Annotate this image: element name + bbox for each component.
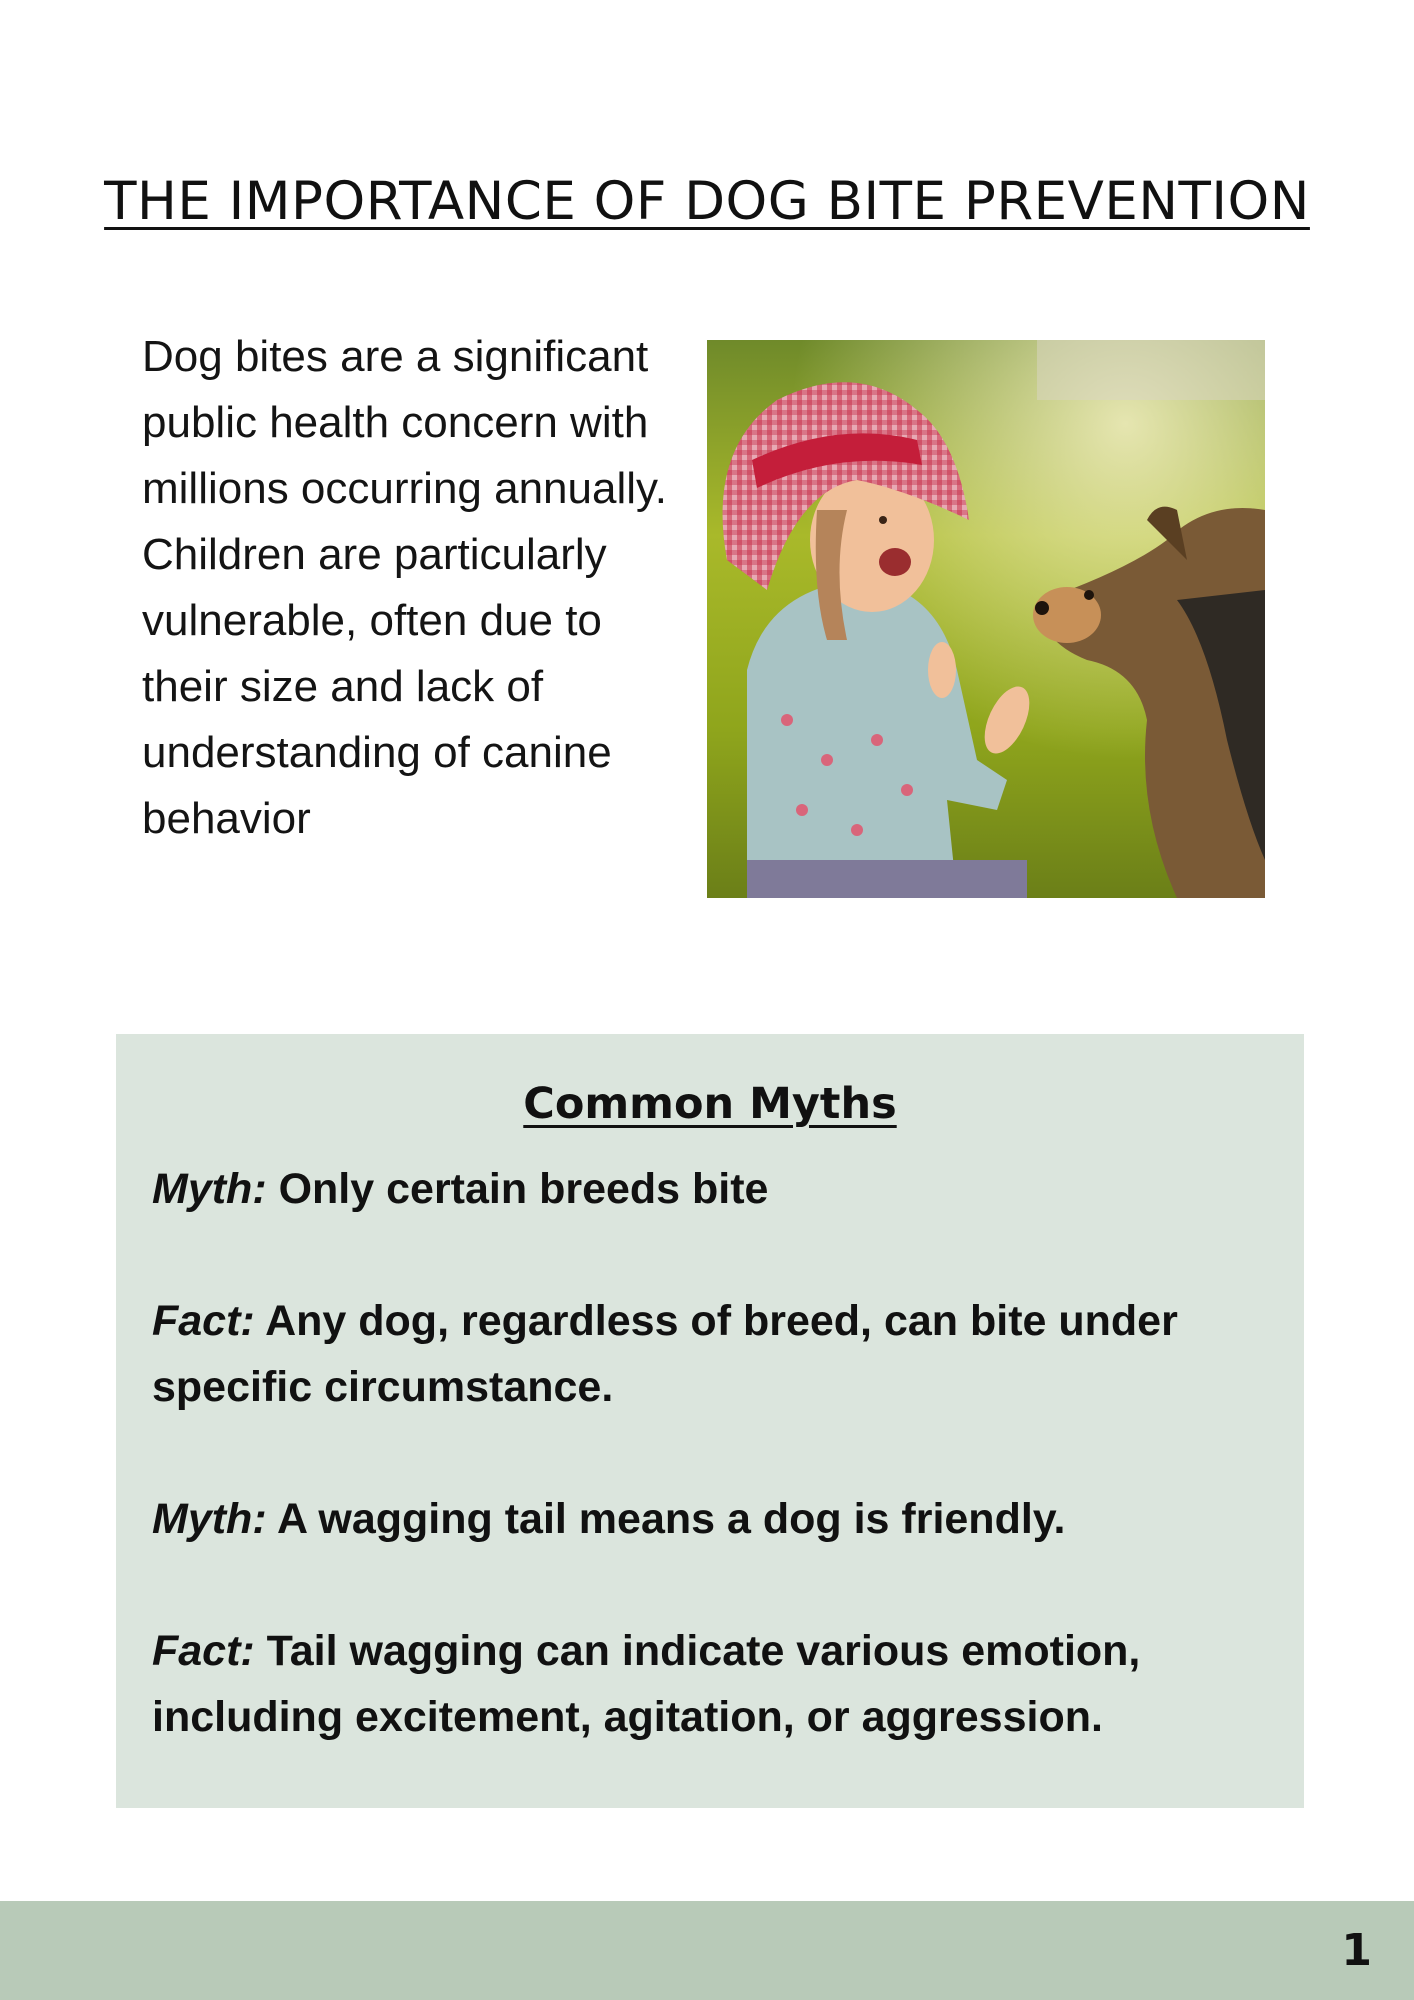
myth-label: Myth:	[152, 1495, 267, 1543]
myth-statement	[152, 1156, 1262, 1222]
page-title: THE IMPORTANCE OF DOG BITE PREVENTION	[104, 171, 1310, 232]
fact-text: Tail wagging can indicate various emotion, including excitement, agitation, or aggression.	[152, 1627, 1141, 1741]
photo-illustration	[707, 340, 1265, 898]
fact-statement	[152, 1288, 1262, 1420]
common-myths-panel	[116, 1034, 1304, 1808]
myth-label: Myth:	[152, 1165, 267, 1213]
fact-statement	[152, 1618, 1262, 1750]
myth-text: A wagging tail means a dog is friendly.	[266, 1495, 1066, 1543]
intro-paragraph: Dog bites are a significant public health concern with millions occurring annually. Children are particularly vulnerable, often due to their size and lack of understanding of canine behavior	[142, 332, 667, 843]
footer-bar	[0, 1901, 1414, 2000]
myths-title: Common Myths	[523, 1079, 897, 1129]
page-number: 1	[1341, 1925, 1372, 1976]
fact-label: Fact:	[152, 1627, 255, 1675]
fact-label: Fact:	[152, 1297, 255, 1345]
fact-text: Any dog, regardless of breed, can bite under specific circumstance.	[152, 1297, 1178, 1411]
myth-text: Only certain breeds bite	[266, 1165, 769, 1213]
myth-statement	[152, 1486, 1262, 1552]
child-and-dog-photo	[707, 340, 1265, 898]
